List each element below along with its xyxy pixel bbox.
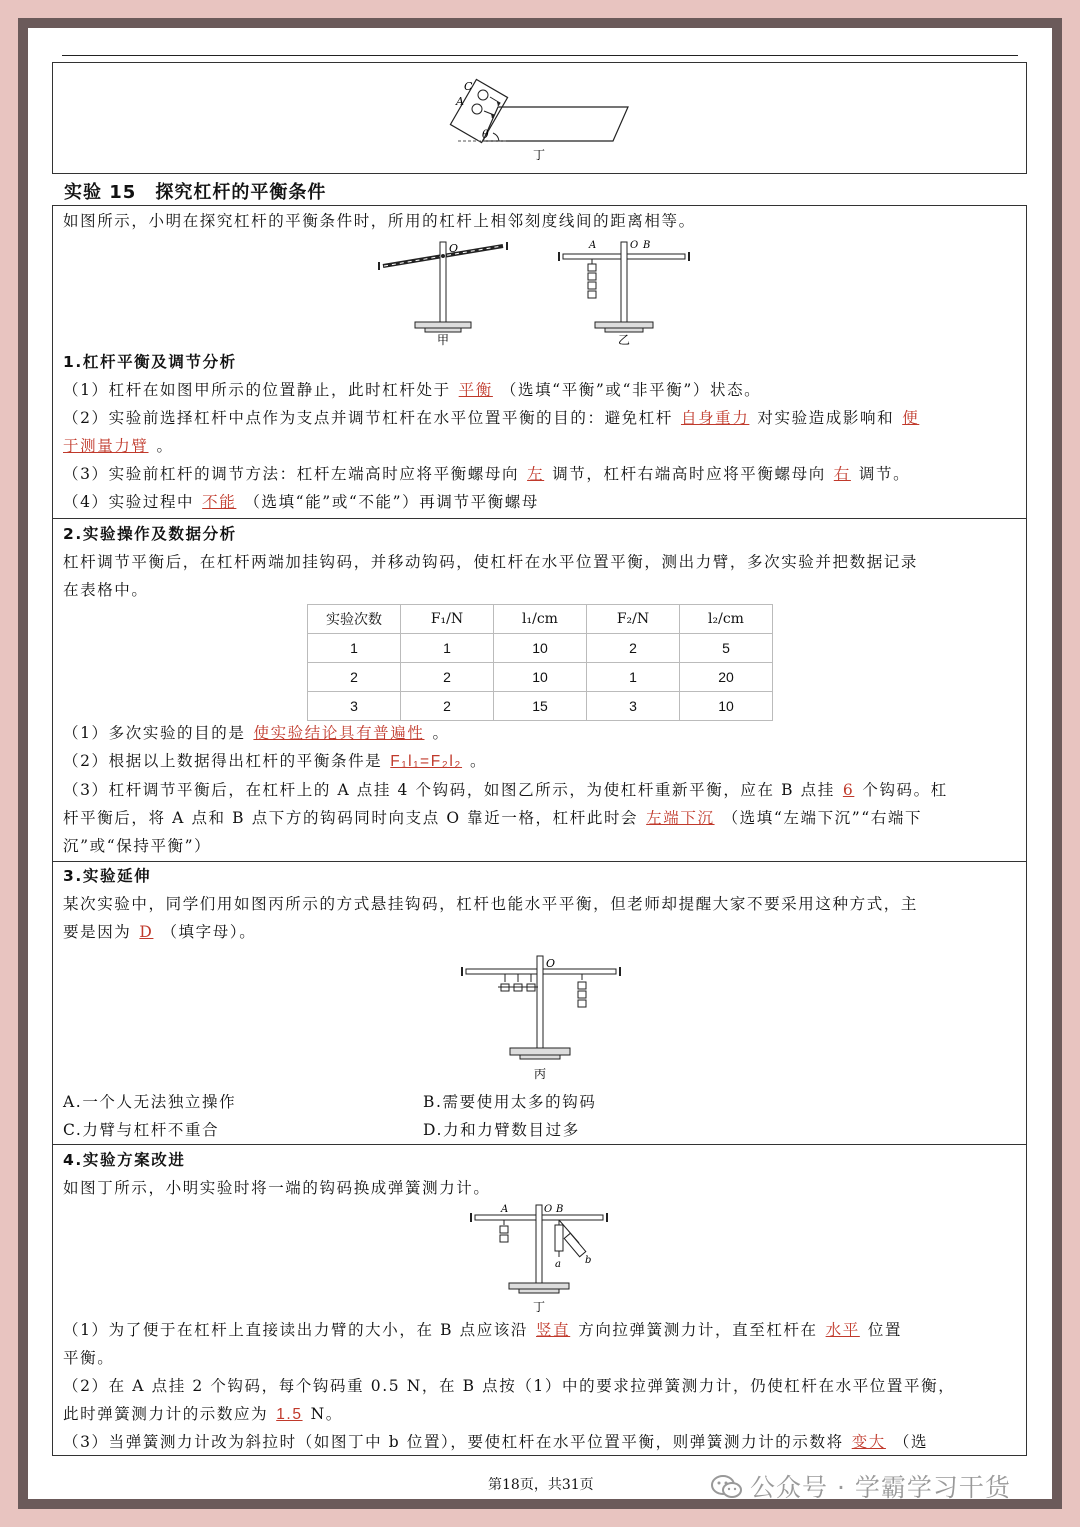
sec4-q1-line2: 平衡。 <box>63 1349 115 1367</box>
table-cell: 20 <box>680 663 773 692</box>
table-header: F₁/N <box>401 605 494 634</box>
table-cell: 1 <box>308 634 401 663</box>
label-o-yi: O <box>630 240 639 251</box>
table-header: F₂/N <box>587 605 680 634</box>
sec3-p2: 要是因为 D （填字母）。 <box>63 923 257 941</box>
caption-yi: 乙 <box>618 333 631 346</box>
watermark <box>710 1468 1011 1504</box>
caption-jia: 甲 <box>437 333 450 346</box>
answer: F₁l₁=F₂l₂ <box>390 753 463 770</box>
sec4-q2: （2）在 A 点挂 2 个钩码，每个钩码重 0.5 N，在 B 点按（1）中的要求拉弹簧测力计，仍使杠杆在水平位置平衡， <box>63 1377 956 1395</box>
table-header: l₁/cm <box>494 605 587 634</box>
caption-bing: 丙 <box>534 1067 547 1081</box>
table-row <box>308 634 773 663</box>
label-a-spring: a <box>555 1259 561 1270</box>
label-a: A <box>456 95 464 108</box>
answer: 左端下沉 <box>646 809 715 827</box>
answer: 1.5 <box>276 1406 303 1423</box>
sec2-q1: （1）多次实验的目的是 使实验结论具有普遍性 。 <box>63 724 450 742</box>
answer: 便 <box>902 409 920 427</box>
sec4-q2-line2: 此时弹簧测力计的示数应为 1.5 N。 <box>63 1405 343 1423</box>
lever-figure-ding <box>467 1203 617 1315</box>
sec2-heading: 2.实验操作及数据分析 <box>63 525 237 543</box>
table-cell: 3 <box>587 692 680 721</box>
label-b-spring: b <box>585 1255 592 1266</box>
sec4-q1: （1）为了便于在杠杆上直接读出力臂的大小，在 B 点应该沿 竖直 方向拉弹簧测力计，直至杠杆在 水平 位置 <box>63 1321 903 1339</box>
sec2-q3: （3）杠杆调节平衡后，在杠杆上的 A 点挂 4 个钩码，如图乙所示，为使杠杆重新平衡，应在 B 点挂 6 个钩码。杠 <box>63 781 948 799</box>
table-cell: 10 <box>680 692 773 721</box>
sec1-q3: （3）实验前杠杆的调节方法：杠杆左端高时应将平衡螺母向 左 调节，杠杆右端高时应将平衡螺母向 右 调节。 <box>63 465 911 483</box>
lever-figures-jia-yi <box>373 238 703 346</box>
answer: 平衡 <box>458 381 493 399</box>
answer: 不能 <box>202 493 237 511</box>
table-cell: 1 <box>587 663 680 692</box>
label-o-jia: O <box>449 242 459 255</box>
label-a-ding: A <box>501 1204 509 1215</box>
table-row <box>308 663 773 692</box>
intro-text: 如图所示，小明在探究杠杆的平衡条件时，所用的杠杆上相邻刻度线间的距离相等。 <box>63 212 696 230</box>
table-header: 实验次数 <box>308 605 401 634</box>
answer: D <box>139 923 154 941</box>
option-a: A.一个人无法独立操作 <box>63 1093 237 1111</box>
answer: 自身重力 <box>680 409 750 427</box>
answer: 竖直 <box>536 1321 571 1339</box>
table-cell: 1 <box>401 634 494 663</box>
header-rule <box>62 55 1018 56</box>
sec2-q3-line2: 杆平衡后，将 A 点和 B 点下方的钩码同时向支点 O 靠近一格，杠杆此时会 左端下沉 （选填“左端下沉”“右端下 <box>63 809 923 827</box>
content-box <box>52 205 1027 1456</box>
answer: 6 <box>842 781 855 799</box>
sec2-divider <box>53 518 1026 519</box>
label-o-bing: O <box>546 957 556 970</box>
sec4-p1: 如图丁所示，小明实验时将一端的钩码换成弹簧测力计。 <box>63 1179 491 1197</box>
label-b-ding: B <box>556 1204 564 1215</box>
answer: 水平 <box>825 1321 860 1339</box>
table-cell: 2 <box>308 663 401 692</box>
table-cell: 5 <box>680 634 773 663</box>
sec2-p1: 杠杆调节平衡后，在杠杆两端加挂钩码，并移动钩码，使杠杆在水平位置平衡，测出力臂，多次实验并把数据记录 <box>63 553 919 571</box>
sec1-heading: 1.杠杆平衡及调节分析 <box>63 353 237 371</box>
table-header-row <box>308 605 773 634</box>
answer: 左 <box>527 465 545 483</box>
label-b-yi: B <box>643 240 651 251</box>
sec2-p2: 在表格中。 <box>63 581 149 599</box>
answer: 使实验结论具有普遍性 <box>253 724 425 742</box>
option-d: D.力和力臂数目过多 <box>423 1121 580 1139</box>
document-page <box>28 28 1052 1502</box>
sec2-q3-line3: 沉”或“保持平衡”） <box>63 837 212 855</box>
fig-top-caption: 丁 <box>533 148 546 162</box>
sec4-divider <box>53 1144 1026 1145</box>
sec3-divider <box>53 861 1026 862</box>
caption-ding: 丁 <box>533 1300 546 1314</box>
label-o-ding: O <box>544 1204 553 1215</box>
top-figure-box <box>52 62 1027 174</box>
answer: 于测量力臂 <box>63 437 149 455</box>
label-a-yi: A <box>589 240 597 251</box>
table-row <box>308 692 773 721</box>
sec1-q2: （2）实验前选择杠杆中点作为支点并调节杠杆在水平位置平衡的目的：避免杠杆 自身重力 对实验造成影响和 便 <box>63 404 927 432</box>
incline-figure <box>53 63 1028 175</box>
table-cell: 10 <box>494 663 587 692</box>
wechat-icon <box>710 1474 744 1500</box>
answer: 变大 <box>851 1433 886 1451</box>
sec1-q2-cont: 于测量力臂 。 <box>55 432 174 460</box>
table-cell: 3 <box>308 692 401 721</box>
table-cell: 2 <box>401 692 494 721</box>
table-cell: 10 <box>494 634 587 663</box>
experiment-title: 实验 15 探究杠杆的平衡条件 <box>64 182 327 203</box>
table-header: l₂/cm <box>680 605 773 634</box>
answer: 右 <box>833 465 851 483</box>
label-theta: θ <box>482 128 489 141</box>
lever-figure-bing <box>458 954 628 1084</box>
sec4-q3: （3）当弹簧测力计改为斜拉时（如图丁中 b 位置），要使杠杆在水平位置平衡，则弹簧测力计的示数将 变大 （选 <box>63 1433 929 1451</box>
sec1-q1: （1）杠杆在如图甲所示的位置静止，此时杠杆处于 平衡 （选填“平衡”或“非平衡”）状态。 <box>63 381 762 399</box>
table-cell: 15 <box>494 692 587 721</box>
sec3-heading: 3.实验延伸 <box>63 867 152 885</box>
sec2-q2: （2）根据以上数据得出杠杆的平衡条件是 F₁l₁=F₂l₂ 。 <box>63 752 488 770</box>
sec3-p1: 某次实验中，同学们用如图丙所示的方式悬挂钩码，杠杆也能水平平衡，但老师却提醒大家不要采用这种方式，主 <box>63 895 919 913</box>
option-c: C.力臂与杠杆不重合 <box>63 1121 220 1139</box>
table-cell: 2 <box>587 634 680 663</box>
data-table <box>307 604 773 721</box>
label-c: C <box>464 80 473 93</box>
page-number: 第18页，共31页 <box>488 1477 594 1493</box>
sec4-heading: 4.实验方案改进 <box>63 1151 186 1169</box>
sec1-q4: （4）实验过程中 不能 （选填“能”或“不能”）再调节平衡螺母 <box>63 493 539 511</box>
table-cell: 2 <box>401 663 494 692</box>
option-b: B.需要使用太多的钩码 <box>423 1093 597 1111</box>
watermark-text: 公众号 · 学霸学习干货 <box>750 1473 1011 1502</box>
